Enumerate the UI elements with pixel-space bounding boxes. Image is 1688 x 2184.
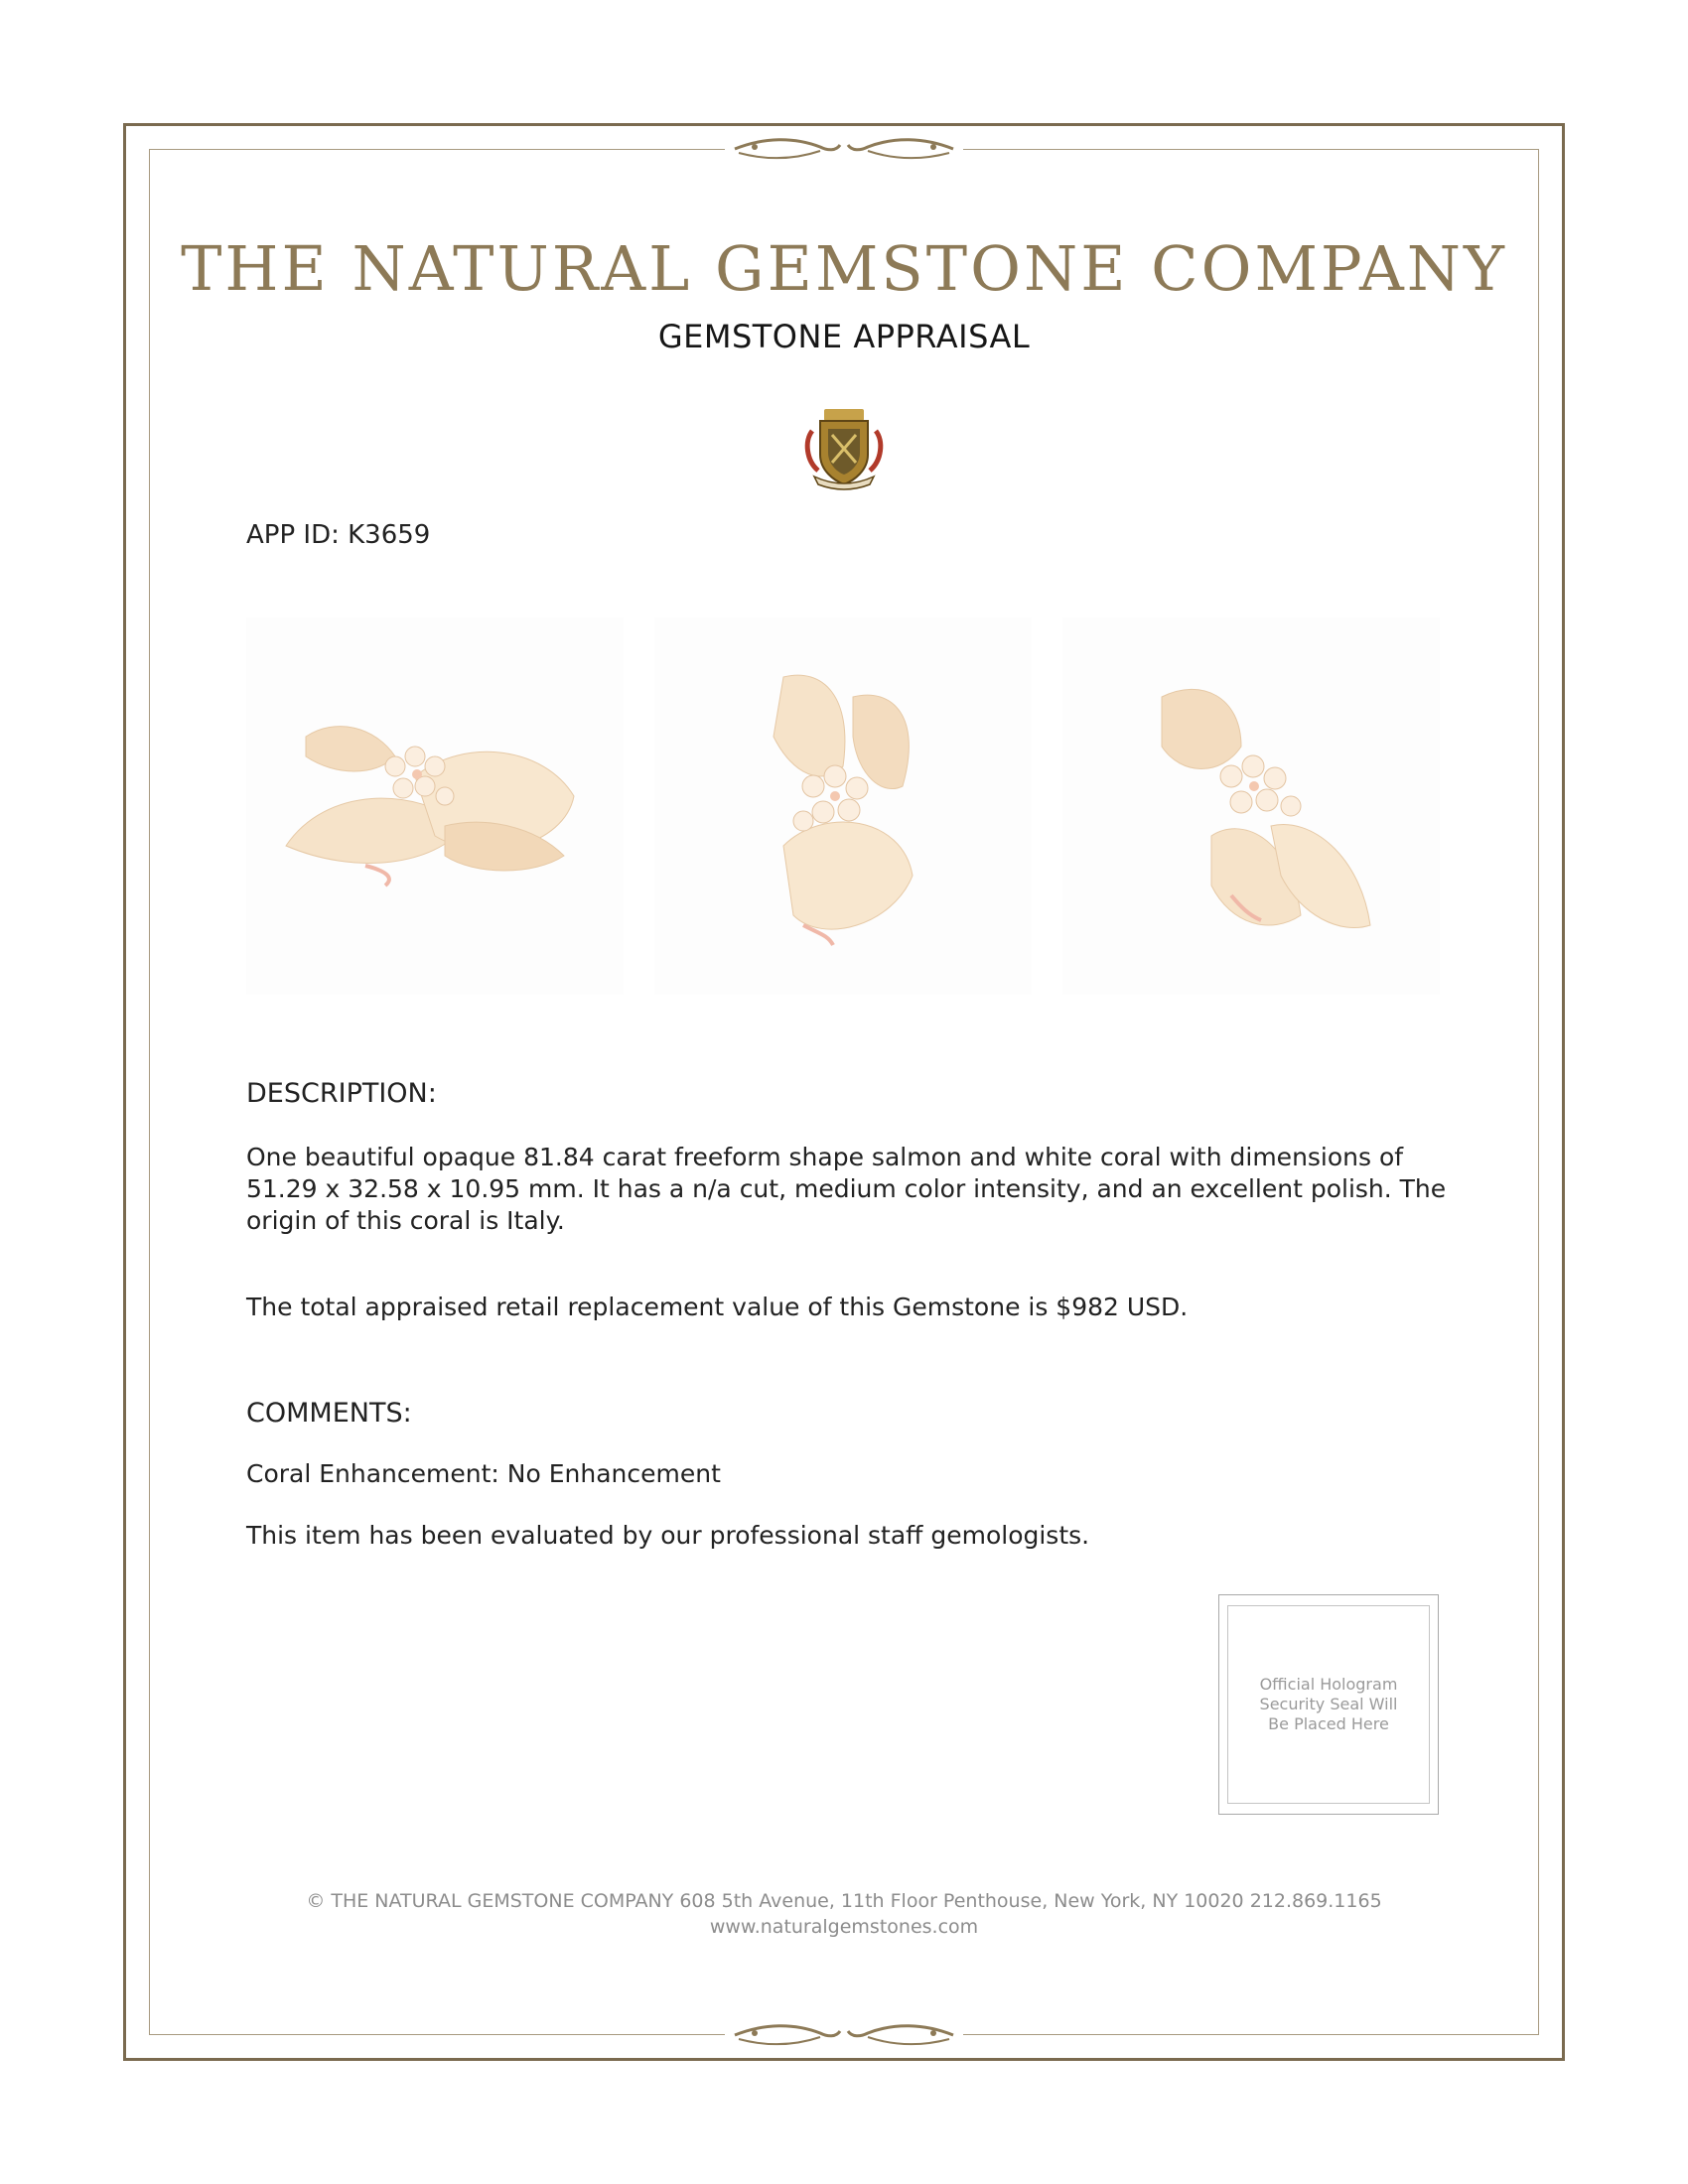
footer-address: © THE NATURAL GEMSTONE COMPANY 608 5th Avenue, 11th Floor Penthouse, New York, NY 10020 212.869.1165 [306,1890,1382,1912]
coral-enhancement: Coral Enhancement: No Enhancement [246,1459,721,1488]
company-name: THE NATURAL GEMSTONE COMPANY [181,232,1507,305]
hologram-seal-inner [1227,1605,1430,1804]
coral-photo-front [246,617,624,995]
document-title: GEMSTONE APPRAISAL [657,318,1031,355]
app-id: APP ID: K3659 [246,520,431,550]
description-heading: DESCRIPTION: [246,1078,437,1109]
flourish-ornament-icon [725,2017,963,2053]
flourish-ornament-icon [725,131,963,167]
coral-photo-vertical [654,617,1032,995]
comments-heading: COMMENTS: [246,1398,412,1429]
evaluation-note: This item has been evaluated by our professional staff gemologists. [246,1521,1090,1550]
description-text: One beautiful opaque 81.84 carat freeform shape salmon and white coral with dimensions of 51.29 x 32.58 x 10.95 mm. It has a n/a cut, medium color intensity, and an excellent polish. The origin of this coral is Italy. [246,1143,1447,1235]
hologram-seal-text: Official Hologram Security Seal Will Be Placed Here [1259,1675,1398,1733]
footer-website: www.naturalgemstones.com [709,1916,979,1938]
appraised-value: The total appraised retail replacement value of this Gemstone is $982 USD. [246,1293,1189,1321]
heraldic-crest-icon [798,401,890,492]
coral-photo-angled [1062,617,1440,995]
